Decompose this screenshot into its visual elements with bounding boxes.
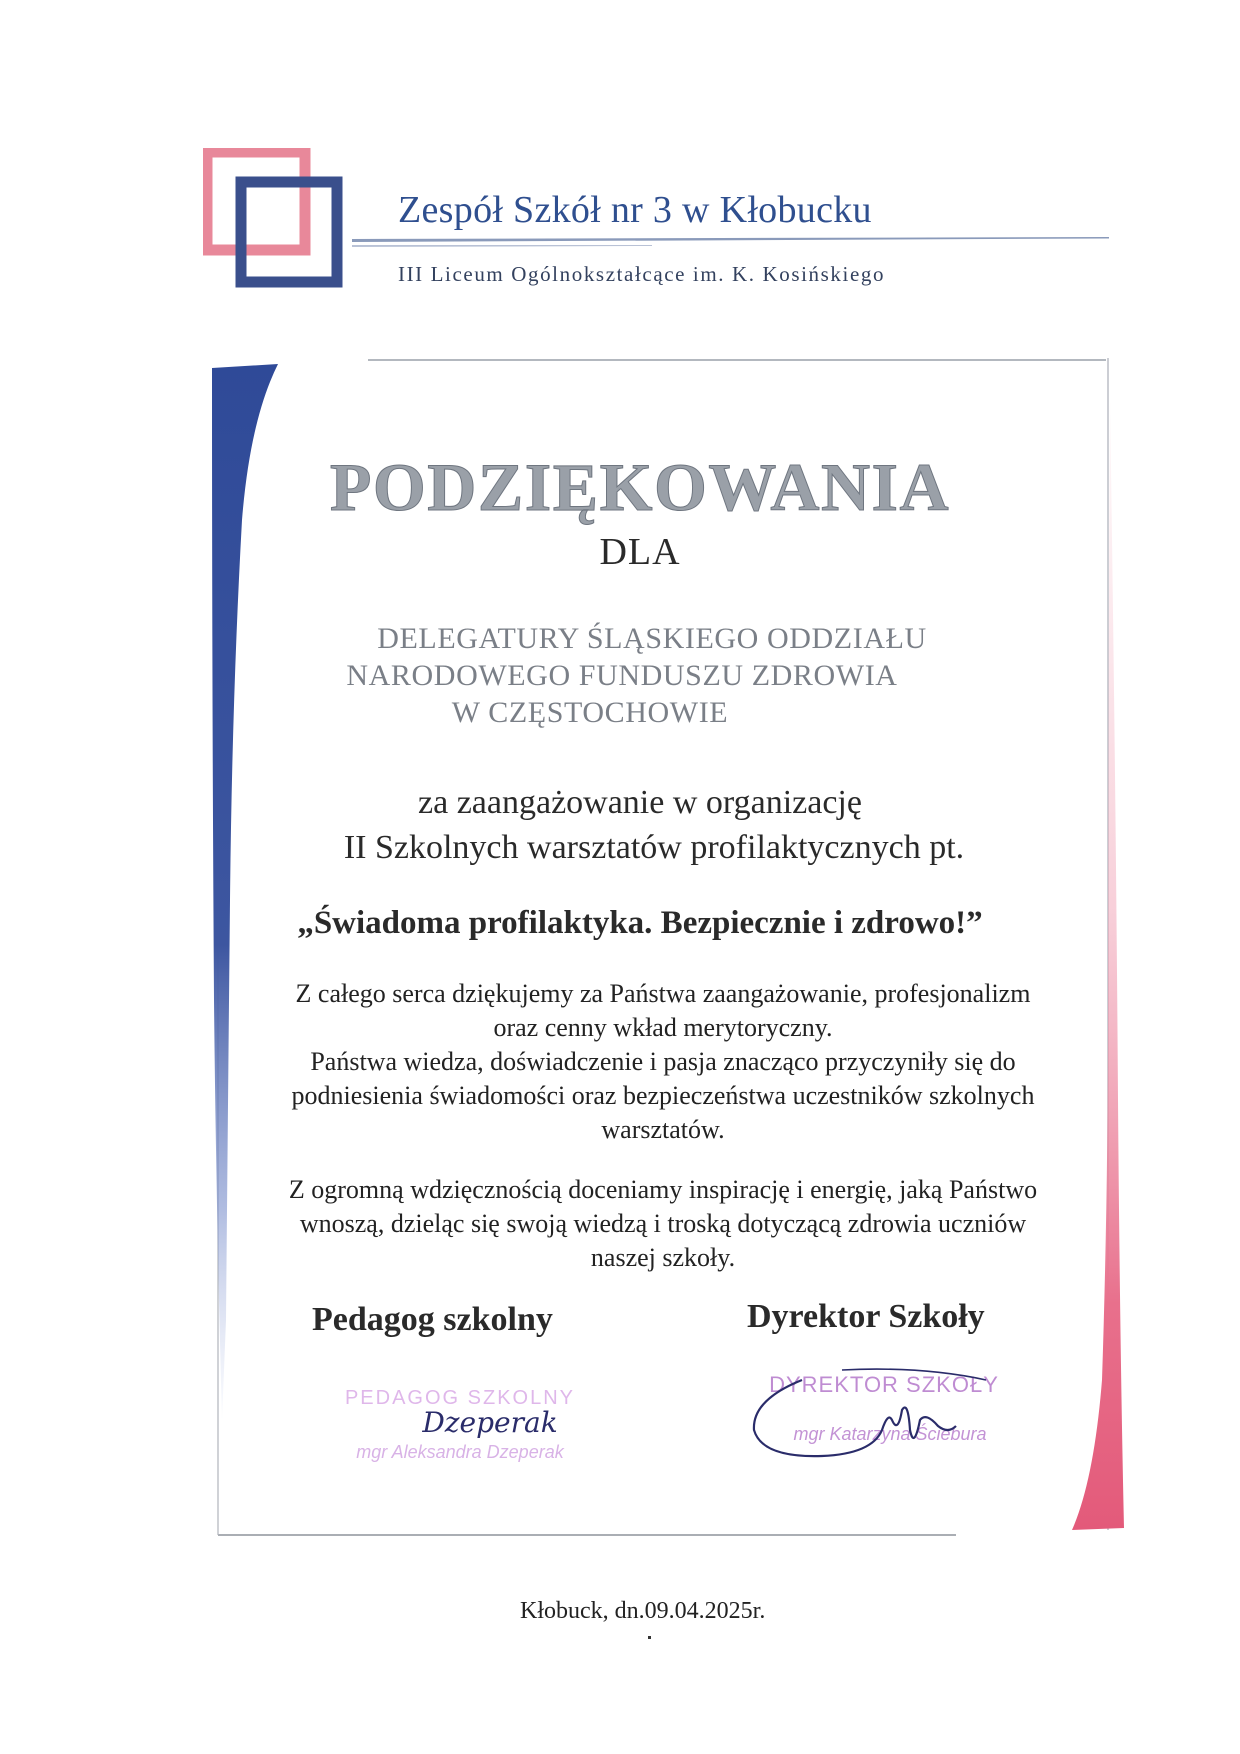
certificate-title: PODZIĘKOWANIA [329, 449, 951, 525]
for-word: DLA [599, 531, 681, 573]
stamp-title: PEDAGOG SZKOLNY [344, 1387, 576, 1409]
pedagogue-signature-title: Pedagog szkolny [312, 1301, 553, 1338]
recipient-line: DELEGATURY ŚLĄSKIEGO ODDZIAŁU [377, 622, 927, 655]
pedagogue-stamp [340, 1370, 580, 1470]
header-rule [352, 236, 1109, 252]
stamp-title: DYREKTOR SZKOŁY [769, 1372, 999, 1397]
thanks-paragraph-1 [238, 977, 1088, 1147]
stamp-name: mgr Aleksandra Dzeperak [356, 1442, 564, 1462]
reason-line: za zaangażowanie w organizację [418, 784, 862, 821]
paragraph-line: warsztatów. [601, 1115, 725, 1144]
paragraph-line: podniesienia świadomości oraz bezpieczeństwa uczestników szkolnych [291, 1081, 1035, 1110]
stamp-name: mgr Katarzyna Ściebura [793, 1424, 987, 1444]
school-subname: III Liceum Ogólnokształcące im. K. Kosińskiego [398, 262, 886, 286]
paragraph-line: wnoszą, dzieląc się swoją wiedzą i troską dotyczącą zdrowia uczniów [299, 1209, 1027, 1238]
recipient-block [220, 620, 1060, 731]
footer-dot [648, 1636, 651, 1639]
event-title-quote: „Świadoma profilaktyka. Bezpiecznie i zdrowo!” [297, 905, 983, 941]
paragraph-line: naszej szkoły. [590, 1243, 736, 1272]
recipient-line: NARODOWEGO FUNDUSZU ZDROWIA [346, 659, 898, 692]
frame-right-swoosh [1072, 400, 1124, 1530]
recipient-line: W CZĘSTOCHOWIE [451, 696, 729, 729]
paragraph-line: Z całego serca dziękujemy za Państwa zaangażowanie, profesjonalizm [295, 979, 1031, 1008]
reason-line: II Szkolnych warsztatów profilaktycznych pt. [343, 829, 965, 866]
handwritten-signature: Dzeperak [422, 1406, 558, 1439]
director-signature-title: Dyrektor Szkoły [747, 1298, 985, 1335]
paragraph-line: Państwa wiedza, doświadczenie i pasja znacząco przyczyniły się do [310, 1047, 1016, 1076]
issue-date: Kłobuck, dn.09.04.2025r. [520, 1598, 766, 1624]
reason-block [220, 780, 1060, 870]
director-stamp [742, 1360, 1002, 1470]
school-name: Zespół Szkół nr 3 w Kłobucku [398, 189, 872, 231]
paragraph-line: oraz cenny wkład merytoryczny. [493, 1013, 833, 1042]
thanks-paragraph-2 [238, 1173, 1088, 1275]
paragraph-line: Z ogromną wdzięcznością doceniamy inspirację i energię, jaką Państwo [288, 1175, 1038, 1204]
school-logo-icon [203, 148, 343, 290]
